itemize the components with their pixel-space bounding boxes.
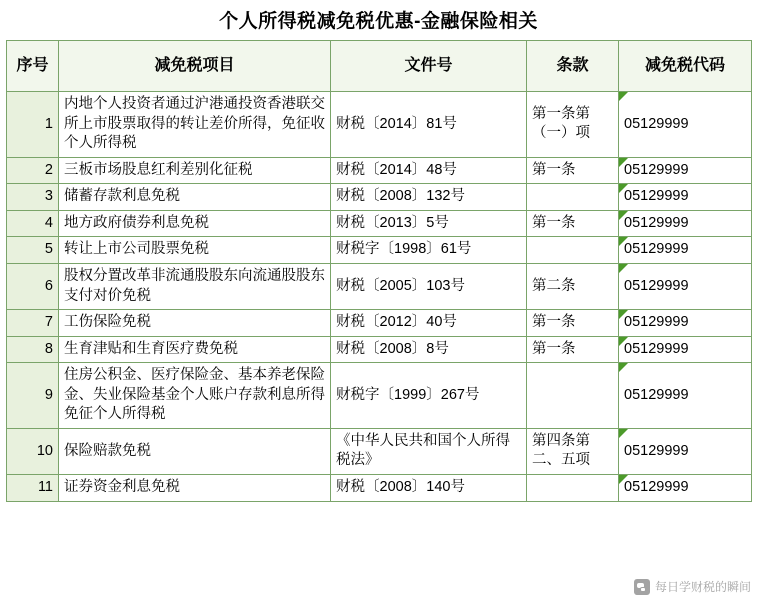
row-doc: 财税字〔1999〕267号 [331, 363, 527, 429]
table-row [7, 263, 752, 309]
row-code-text: 05129999 [624, 188, 689, 205]
row-doc: 财税〔2014〕81号 [331, 92, 527, 158]
row-code-text: 05129999 [624, 115, 689, 132]
table-row [7, 157, 752, 184]
row-doc: 财税〔2012〕40号 [331, 310, 527, 337]
row-clause: 第一条 [527, 336, 619, 363]
row-clause [527, 475, 619, 502]
green-corner-icon [619, 237, 628, 246]
row-doc: 《中华人民共和国个人所得税法》 [331, 428, 527, 474]
green-corner-icon [619, 363, 628, 372]
row-clause [527, 184, 619, 211]
green-corner-icon [619, 264, 628, 273]
row-seq: 10 [7, 428, 59, 474]
watermark [634, 578, 751, 595]
row-doc: 财税〔2005〕103号 [331, 263, 527, 309]
green-corner-icon [619, 429, 628, 438]
table-row [7, 428, 752, 474]
row-code-text: 05129999 [624, 386, 689, 403]
row-doc: 财税〔2008〕8号 [331, 336, 527, 363]
row-clause [527, 363, 619, 429]
green-corner-icon [619, 184, 628, 193]
row-item: 保险赔款免税 [59, 428, 331, 474]
watermark-text: 每日学财税的瞬间 [654, 580, 751, 594]
row-code [619, 363, 752, 429]
green-corner-icon [619, 158, 628, 167]
row-item: 生育津贴和生育医疗费免税 [59, 336, 331, 363]
row-code [619, 263, 752, 309]
green-corner-icon [619, 310, 628, 319]
table-row [7, 184, 752, 211]
column-header-code: 减免税代码 [619, 41, 752, 92]
row-seq: 9 [7, 363, 59, 429]
row-item: 内地个人投资者通过沪港通投资香港联交所上市股票取得的转让差价所得，免征收个人所得税 [59, 92, 331, 158]
row-item: 三板市场股息红利差别化征税 [59, 157, 331, 184]
row-item: 住房公积金、医疗保险金、基本养老保险金、失业保险基金个人账户存款利息所得免征个人所得税 [59, 363, 331, 429]
green-corner-icon [619, 211, 628, 220]
table-header-row [7, 41, 752, 92]
row-item: 证券资金利息免税 [59, 475, 331, 502]
row-doc: 财税〔2008〕132号 [331, 184, 527, 211]
row-clause: 第四条第二、五项 [527, 428, 619, 474]
table-row [7, 363, 752, 429]
row-seq: 11 [7, 475, 59, 502]
row-clause: 第一条 [527, 210, 619, 237]
row-doc: 财税〔2013〕5号 [331, 210, 527, 237]
row-code [619, 336, 752, 363]
column-header-clause: 条款 [527, 41, 619, 92]
green-corner-icon [619, 475, 628, 484]
row-code [619, 184, 752, 211]
page-title: 个人所得税减免税优惠-金融保险相关 [219, 11, 538, 32]
row-code-text: 05129999 [624, 214, 689, 231]
row-code-text: 05129999 [624, 241, 689, 258]
row-clause [527, 237, 619, 264]
row-code-text: 05129999 [624, 161, 689, 178]
green-corner-icon [619, 92, 628, 101]
row-code [619, 92, 752, 158]
row-item: 股权分置改革非流通股股东向流通股股东支付对价免税 [59, 263, 331, 309]
row-doc: 财税字〔1998〕61号 [331, 237, 527, 264]
green-corner-icon [619, 337, 628, 346]
row-clause: 第一条 [527, 157, 619, 184]
row-code-text: 05129999 [624, 442, 689, 459]
row-item: 工伤保险免税 [59, 310, 331, 337]
row-clause: 第二条 [527, 263, 619, 309]
row-code [619, 475, 752, 502]
column-header-seq: 序号 [7, 41, 59, 92]
row-doc: 财税〔2014〕48号 [331, 157, 527, 184]
table-row [7, 475, 752, 502]
table-row [7, 310, 752, 337]
row-doc: 财税〔2008〕140号 [331, 475, 527, 502]
row-code [619, 157, 752, 184]
row-seq: 3 [7, 184, 59, 211]
row-clause: 第一条 [527, 310, 619, 337]
row-code [619, 428, 752, 474]
row-seq: 4 [7, 210, 59, 237]
row-clause: 第一条第（一）项 [527, 92, 619, 158]
row-code [619, 310, 752, 337]
row-item: 地方政府债券利息免税 [59, 210, 331, 237]
row-code [619, 210, 752, 237]
tax-exemption-table [6, 40, 752, 502]
row-seq: 8 [7, 336, 59, 363]
table-row [7, 210, 752, 237]
row-seq: 6 [7, 263, 59, 309]
row-seq: 1 [7, 92, 59, 158]
row-code-text: 05129999 [624, 314, 689, 331]
row-code-text: 05129999 [624, 340, 689, 357]
table-row [7, 336, 752, 363]
row-seq: 5 [7, 237, 59, 264]
row-seq: 2 [7, 157, 59, 184]
table-row [7, 92, 752, 158]
table-row [7, 237, 752, 264]
column-header-doc: 文件号 [331, 41, 527, 92]
row-code-text: 05129999 [624, 479, 689, 495]
row-seq: 7 [7, 310, 59, 337]
row-code [619, 237, 752, 264]
wechat-icon [634, 579, 650, 595]
row-item: 转让上市公司股票免税 [59, 237, 331, 264]
column-header-item: 减免税项目 [59, 41, 331, 92]
row-item: 储蓄存款利息免税 [59, 184, 331, 211]
row-code-text: 05129999 [624, 277, 689, 294]
